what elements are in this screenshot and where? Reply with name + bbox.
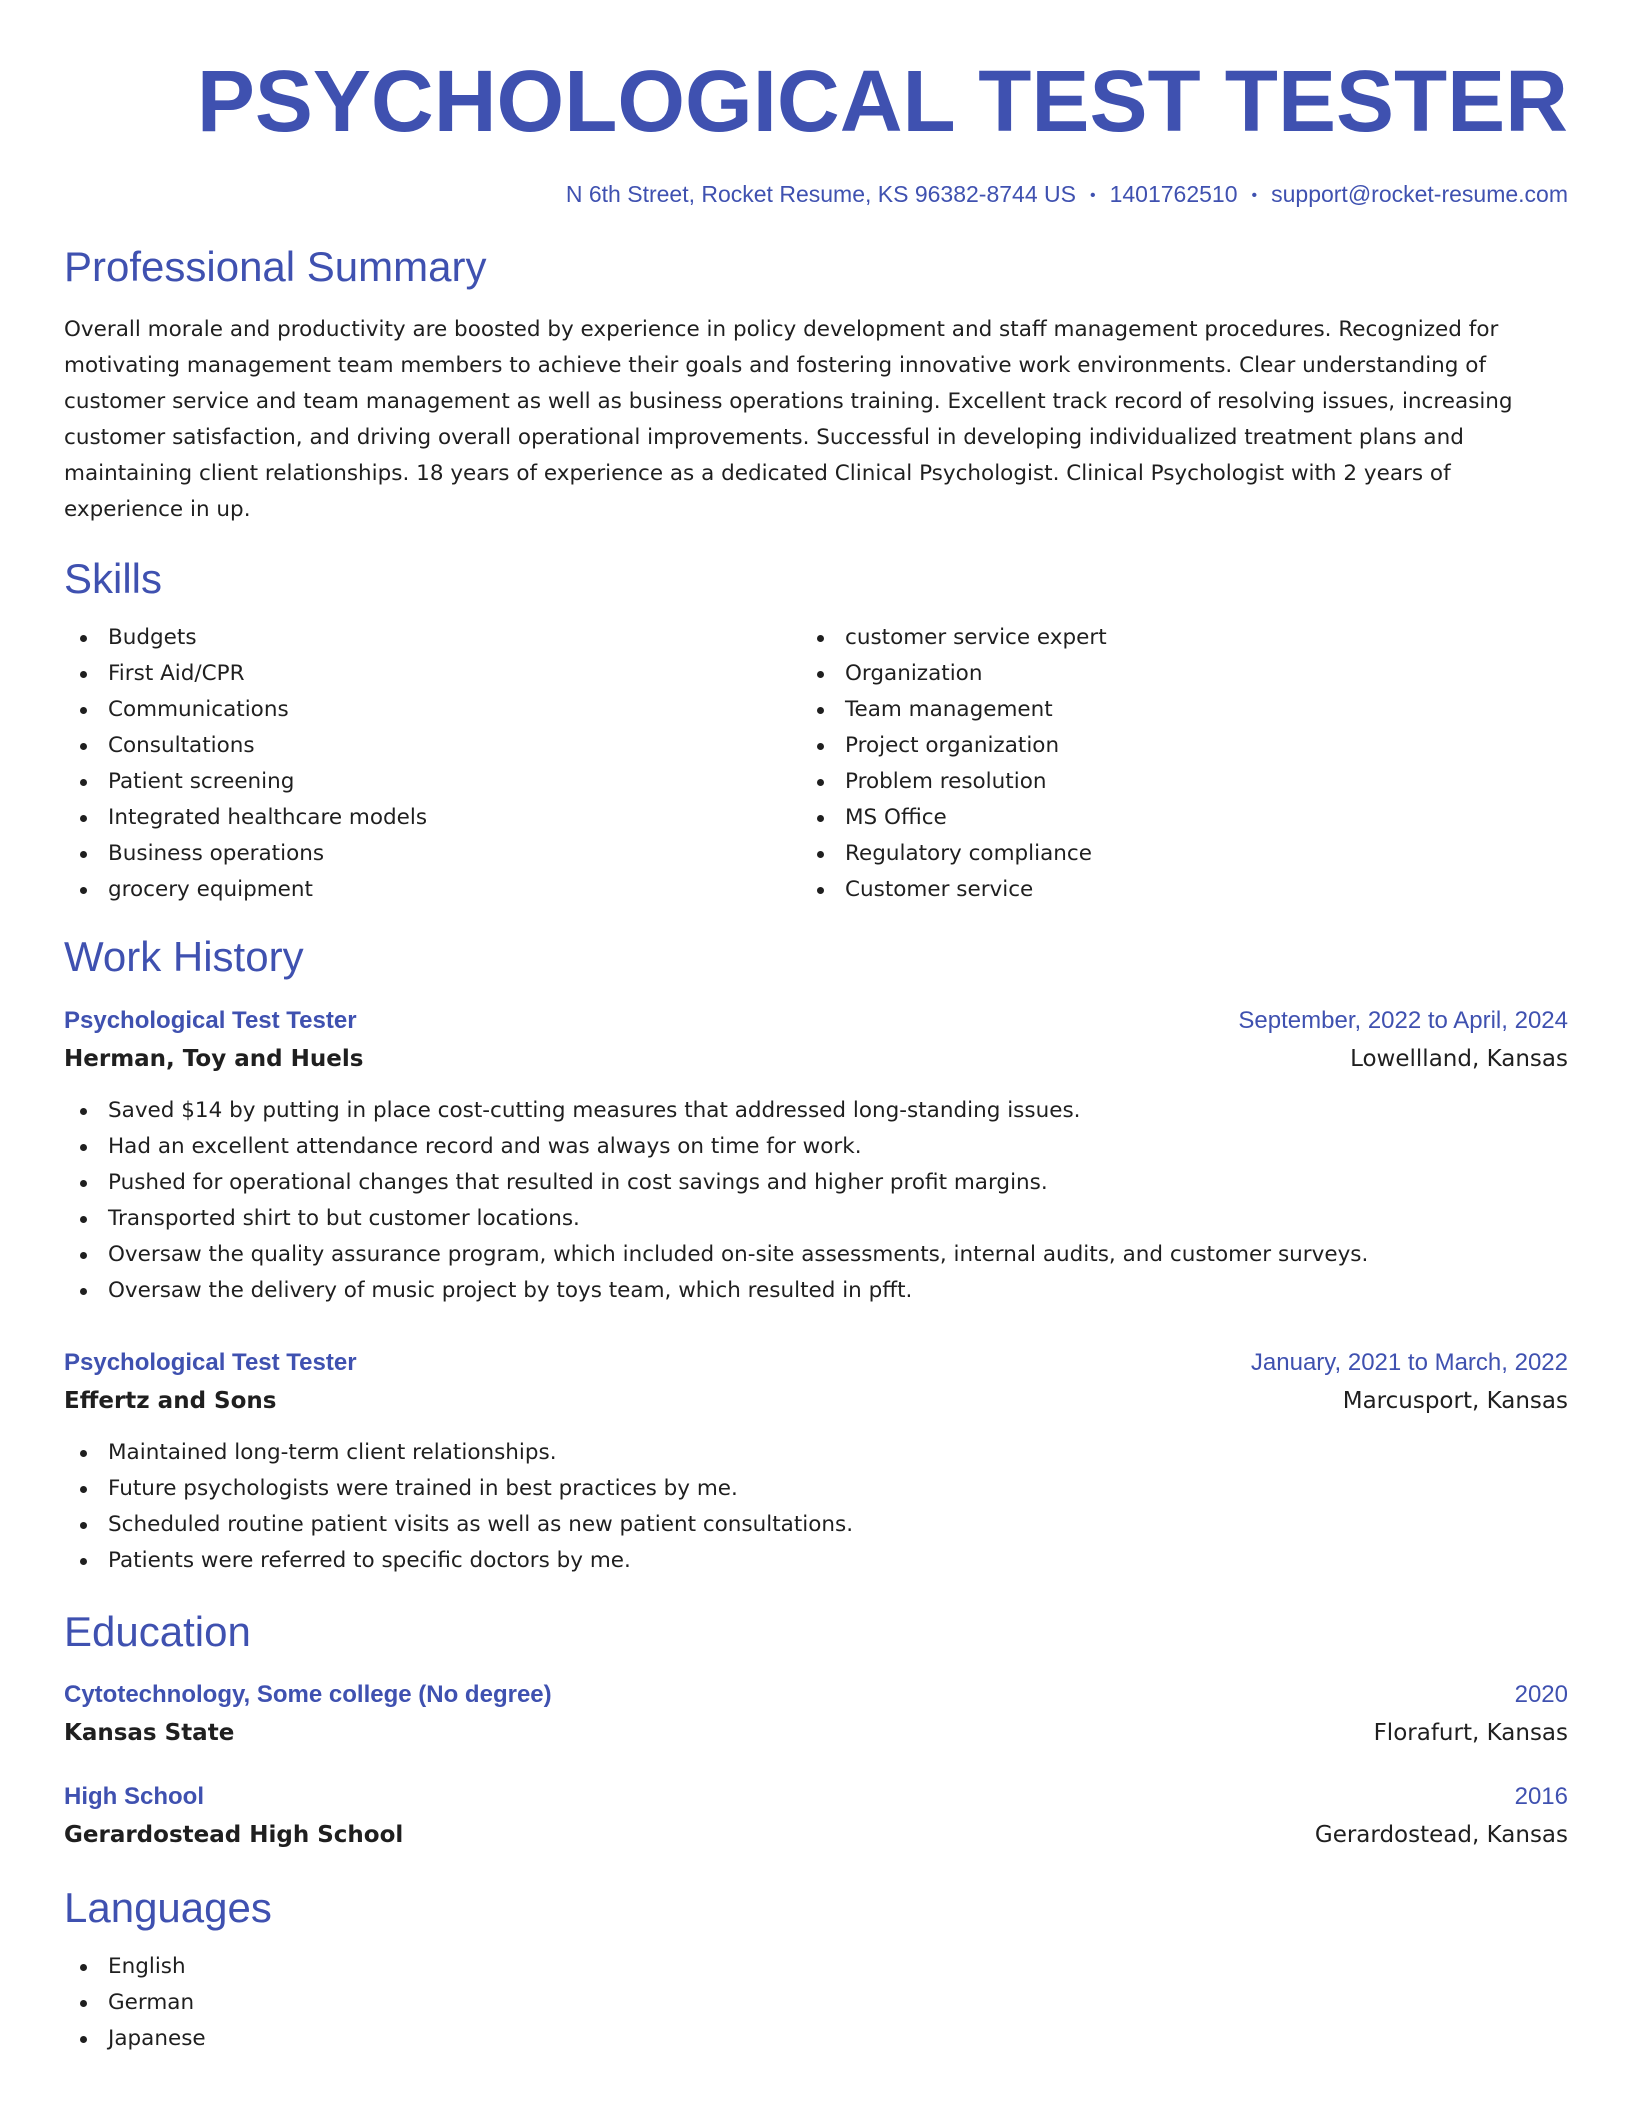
language-item: English [64,1949,1568,1985]
job-bullet: Future psychologists were trained in best practices by me. [64,1471,1568,1507]
skill-item: Budgets [64,620,801,656]
job-dates: September, 2022 to April, 2024 [1238,1006,1568,1034]
skills-heading: Skills [64,555,163,603]
resume-header [64,0,1568,208]
contact-email: support@rocket-resume.com [1271,181,1568,207]
contact-address: N 6th Street, Rocket Resume, KS 96382-8744 US [565,181,1076,207]
candidate-name: PSYCHOLOGICAL TEST TESTER [196,53,1568,150]
education-section [64,1609,1568,1855]
job-title-row [64,1345,1568,1381]
education-school-row [64,1815,1568,1855]
work-history-section [64,934,1568,1578]
job-bullet: Scheduled routine patient visits as well as new patient consultations. [64,1507,1568,1543]
skill-item: MS Office [801,800,1538,836]
contact-separator: • [1089,187,1096,204]
education-year: 2016 [1514,1782,1568,1810]
education-degree: High School [64,1782,204,1810]
job-bullet: Maintained long-term client relationships. [64,1435,1568,1471]
job-bullet: Saved $14 by putting in place cost-cutting measures that addressed long-standing issues. [64,1093,1568,1129]
job-bullet: Oversaw the quality assurance program, which included on-site assessments, internal audits, and customer surveys. [64,1237,1568,1273]
education-year: 2020 [1514,1680,1568,1708]
skill-item: customer service expert [801,620,1538,656]
contact-separator: • [1251,187,1258,204]
skill-item: Integrated healthcare models [64,800,801,836]
skills-list-left [64,620,801,908]
skill-item: Regulatory compliance [801,836,1538,872]
education-school: Kansas State [64,1719,235,1746]
job-bullet: Transported shirt to but customer locations. [64,1201,1568,1237]
language-item: Japanese [64,2021,1568,2057]
education-location: Florafurt, Kansas [1373,1719,1568,1746]
work-history-heading: Work History [64,933,304,981]
languages-heading: Languages [64,1883,272,1931]
job-bullet: Patients were referred to specific doctors by me. [64,1543,1568,1579]
job-bullet: Pushed for operational changes that resulted in cost savings and higher profit margins. [64,1165,1568,1201]
job-entry [64,1345,1568,1579]
job-bullets [64,1093,1568,1309]
job-location: Lowellland, Kansas [1350,1045,1568,1072]
skills-section [64,556,1568,908]
education-degree-row [64,1677,1568,1713]
skill-item: Business operations [64,836,801,872]
job-entry [64,1003,1568,1309]
education-degree-row [64,1779,1568,1815]
skill-item: Problem resolution [801,764,1538,800]
education-location: Gerardostead, Kansas [1314,1821,1568,1848]
education-school: Gerardostead High School [64,1821,404,1848]
job-company-row [64,1039,1568,1079]
skill-item: grocery equipment [64,872,801,908]
job-bullet: Oversaw the delivery of music project by toys team, which resulted in pfft. [64,1273,1568,1309]
skill-item: Consultations [64,728,801,764]
job-dates: January, 2021 to March, 2022 [1250,1348,1568,1376]
skill-item: Communications [64,692,801,728]
skill-item: First Aid/CPR [64,656,801,692]
education-entry [64,1779,1568,1855]
skill-item: Project organization [801,728,1538,764]
contact-phone: 1401762510 [1109,181,1238,207]
languages-section [64,1885,1568,2057]
skill-item: Organization [801,656,1538,692]
education-school-row [64,1713,1568,1753]
job-title: Psychological Test Tester [64,1006,357,1034]
language-item: German [64,1985,1568,2021]
job-location: Marcusport, Kansas [1342,1387,1568,1414]
skill-item: Team management [801,692,1538,728]
education-degree: Cytotechnology, Some college (No degree) [64,1680,552,1708]
job-company-row [64,1381,1568,1421]
job-bullets [64,1435,1568,1579]
contact-line [64,181,1568,208]
skills-grid [64,620,1568,908]
education-entry [64,1677,1568,1753]
summary-section [64,244,1568,528]
job-title-row [64,1003,1568,1039]
job-company: Effertz and Sons [64,1387,277,1414]
skill-item: Customer service [801,872,1538,908]
summary-heading: Professional Summary [64,243,487,290]
job-company: Herman, Toy and Huels [64,1045,364,1072]
skills-list-right [801,620,1538,908]
summary-text: Overall morale and productivity are boosted by experience in policy development and staff management procedures. Recognized for motivating management team members to achieve their goals and fostering innovative work environments. Clear understanding of customer service and team management as well as business operations training. Excellent track record of resolving issues, increasing customer satisfaction, and driving overall operational improvements. Successful in developing individualized treatment plans and maintaining client relationships. 18 years of experience as a dedicated Clinical Psychologist. Clinical Psychologist with 2 years of experience in up. [64,317,1513,523]
job-title: Psychological Test Tester [64,1348,357,1376]
languages-list [64,1949,1568,2057]
skill-item: Patient screening [64,764,801,800]
education-heading: Education [64,1607,251,1655]
job-bullet: Had an excellent attendance record and was always on time for work. [64,1129,1568,1165]
